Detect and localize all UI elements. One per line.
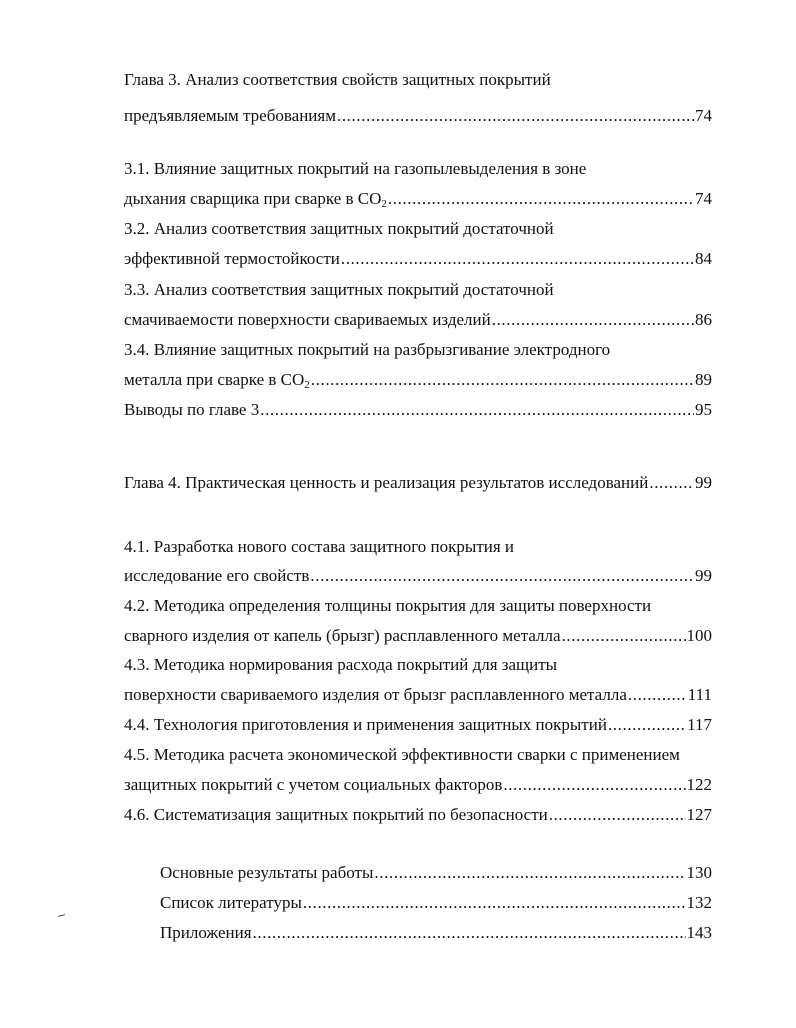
section-4-1-title-cont: исследование его свойств xyxy=(124,566,310,585)
references-title: Список литературы xyxy=(160,893,302,912)
dot-leader xyxy=(341,249,694,269)
toc-entry-4-2-line1 xyxy=(124,596,712,616)
page-number: 111 xyxy=(687,685,712,704)
chapter3-title-text: Глава 3. Анализ соответствия свойств защитных покрытий xyxy=(124,70,551,89)
toc-entry-4-3 xyxy=(124,685,712,705)
toc-entry-3-1-line1 xyxy=(124,159,712,179)
toc-entry-4-1-line1 xyxy=(124,537,712,557)
dot-leader xyxy=(562,626,686,646)
section-4-4-title: 4.4. Технология приготовления и применения защитных покрытий xyxy=(124,715,607,734)
results-title: Основные результаты работы xyxy=(160,863,374,882)
toc-entry-4-4 xyxy=(124,715,712,735)
toc-entry-chapter3 xyxy=(124,106,712,126)
toc-entry-references xyxy=(160,893,712,913)
page-number: 99 xyxy=(695,473,712,492)
page-number: 130 xyxy=(686,863,712,882)
dot-leader xyxy=(549,805,686,825)
toc-entry-4-5 xyxy=(124,775,712,795)
section-3-2-title-cont: эффективной термостойкости xyxy=(124,249,340,268)
dot-leader xyxy=(628,685,687,705)
page-number: 99 xyxy=(695,566,712,585)
dot-leader xyxy=(337,106,694,126)
toc-entry-3-2 xyxy=(124,249,712,269)
section-4-6-title: 4.6. Систематизация защитных покрытий по безопасности xyxy=(124,805,548,824)
page-number: 127 xyxy=(686,805,712,824)
section-3-4-title: 3.4. Влияние защитных покрытий на разбрызгивание электродного xyxy=(124,340,611,359)
page-number: 95 xyxy=(695,400,712,419)
section-3-2-title: 3.2. Анализ соответствия защитных покрытий достаточной xyxy=(124,219,554,238)
section-3-3-title: 3.3. Анализ соответствия защитных покрытий достаточной xyxy=(124,280,554,299)
page-number: 74 xyxy=(695,189,712,208)
chapter4-title: Глава 4. Практическая ценность и реализация результатов исследований xyxy=(124,473,649,492)
toc-entry-appendices xyxy=(160,923,712,943)
dot-leader xyxy=(649,473,694,493)
dot-leader xyxy=(260,400,694,420)
toc-entry-3-2-line1 xyxy=(124,219,712,239)
section-4-3-title-cont: поверхности свариваемого изделия от брызг расплавленного металла xyxy=(124,685,627,704)
section-4-2-title-cont: сварного изделия от капель (брызг) расплавленного металла xyxy=(124,626,561,645)
toc-entry-conclusions-3 xyxy=(124,400,712,420)
chapter3-title-line2: предъявляемым требованиям xyxy=(124,106,336,125)
toc-entry-4-2 xyxy=(124,626,712,646)
section-3-1-title-cont xyxy=(124,189,387,214)
dot-leader xyxy=(311,370,694,390)
dot-leader xyxy=(388,189,694,209)
dot-leader xyxy=(492,310,694,330)
section-4-1-title: 4.1. Разработка нового состава защитного покрытия и xyxy=(124,537,515,556)
page-number: 84 xyxy=(695,249,712,268)
toc-entry-3-4 xyxy=(124,370,712,395)
dot-leader xyxy=(374,863,685,883)
section-4-5-title-cont: защитных покрытий с учетом социальных факторов xyxy=(124,775,503,794)
scan-speck xyxy=(58,914,65,917)
toc-entry-results xyxy=(160,863,712,883)
dot-leader xyxy=(608,715,686,735)
toc-entry-4-6 xyxy=(124,805,712,825)
page-number: 117 xyxy=(687,715,712,734)
page-number: 143 xyxy=(686,923,712,942)
toc-entry-3-3 xyxy=(124,310,712,330)
section-3-1-title: 3.1. Влияние защитных покрытий на газопылевыделения в зоне xyxy=(124,159,587,178)
toc-entry-3-1 xyxy=(124,189,712,214)
subscript-2: 2 xyxy=(381,198,387,210)
section-3-4-title-cont xyxy=(124,370,310,395)
dot-leader xyxy=(253,923,686,943)
page-number: 86 xyxy=(695,310,712,329)
section-3-1-text: дыхания сварщика при сварке в CO xyxy=(124,189,382,208)
conclusions-3-title: Выводы по главе 3 xyxy=(124,400,260,419)
page-number: 74 xyxy=(695,106,712,125)
section-4-2-title: 4.2. Методика определения толщины покрытия для защиты поверхности xyxy=(124,596,652,615)
toc-entry-chapter4 xyxy=(124,473,712,493)
chapter3-title-line1 xyxy=(124,70,712,90)
section-3-3-title-cont: смачиваемости поверхности свариваемых изделий xyxy=(124,310,491,329)
dot-leader xyxy=(503,775,685,795)
appendices-title: Приложения xyxy=(160,923,252,942)
subscript-2: 2 xyxy=(304,379,310,391)
section-4-3-title: 4.3. Методика нормирования расхода покрытий для защиты xyxy=(124,655,558,674)
section-3-4-text: металла при сварке в CO xyxy=(124,370,305,389)
toc-entry-4-3-line1 xyxy=(124,655,712,675)
toc-entry-4-5-line1 xyxy=(124,745,712,765)
toc-entry-4-1 xyxy=(124,566,712,586)
toc-entry-3-4-line1 xyxy=(124,340,712,360)
page-number: 122 xyxy=(686,775,712,794)
page-number: 89 xyxy=(695,370,712,389)
page-number: 100 xyxy=(686,626,712,645)
dot-leader xyxy=(303,893,686,913)
section-4-5-title: 4.5. Методика расчета экономической эффективности сварки с применением xyxy=(124,745,680,764)
page-number: 132 xyxy=(686,893,712,912)
dot-leader xyxy=(310,566,694,586)
toc-entry-3-3-line1 xyxy=(124,280,712,300)
